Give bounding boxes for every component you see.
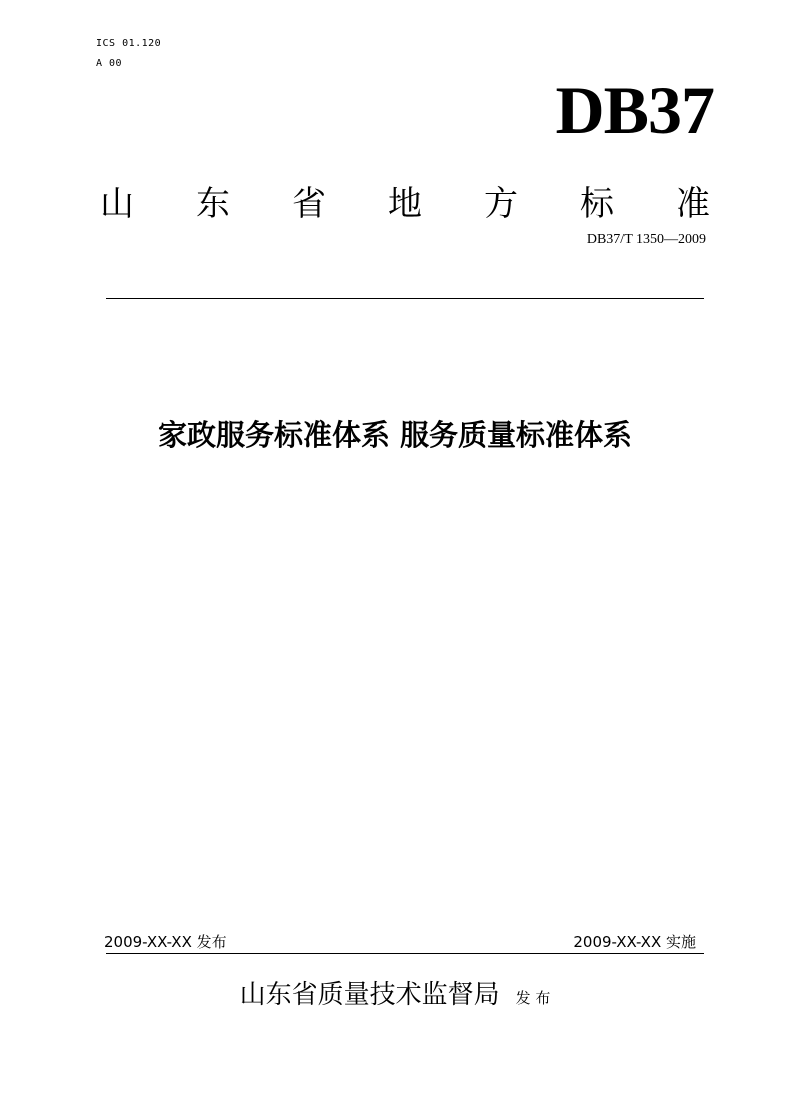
footer-divider — [106, 953, 704, 954]
standard-type-char: 地 — [388, 184, 422, 224]
implementation-date: 2009-XX-XX 实施 — [573, 933, 696, 951]
standard-type-char: 山 — [100, 184, 134, 224]
standard-type-char: 东 — [196, 184, 230, 224]
publisher-name: 山东省质量技术监督局 — [239, 980, 500, 1010]
standard-type-char: 标 — [580, 184, 614, 224]
standard-type-char: 省 — [292, 184, 326, 224]
standard-number: DB37/T 1350—2009 — [586, 232, 706, 247]
standard-type-char: 准 — [676, 184, 710, 224]
standard-type — [100, 182, 710, 226]
standard-logo: DB37 — [555, 72, 714, 148]
document-title: 家政服务标准体系 服务质量标准体系 — [157, 418, 633, 452]
ccs-code: A 00 — [96, 58, 123, 69]
issue-date: 2009-XX-XX 发布 — [104, 933, 227, 951]
header-divider — [106, 298, 704, 299]
standard-type-char: 方 — [484, 184, 518, 224]
publisher — [0, 974, 790, 1011]
publisher-suffix: 发 布 — [515, 989, 551, 1007]
ics-code: ICS 01.120 — [96, 38, 162, 49]
